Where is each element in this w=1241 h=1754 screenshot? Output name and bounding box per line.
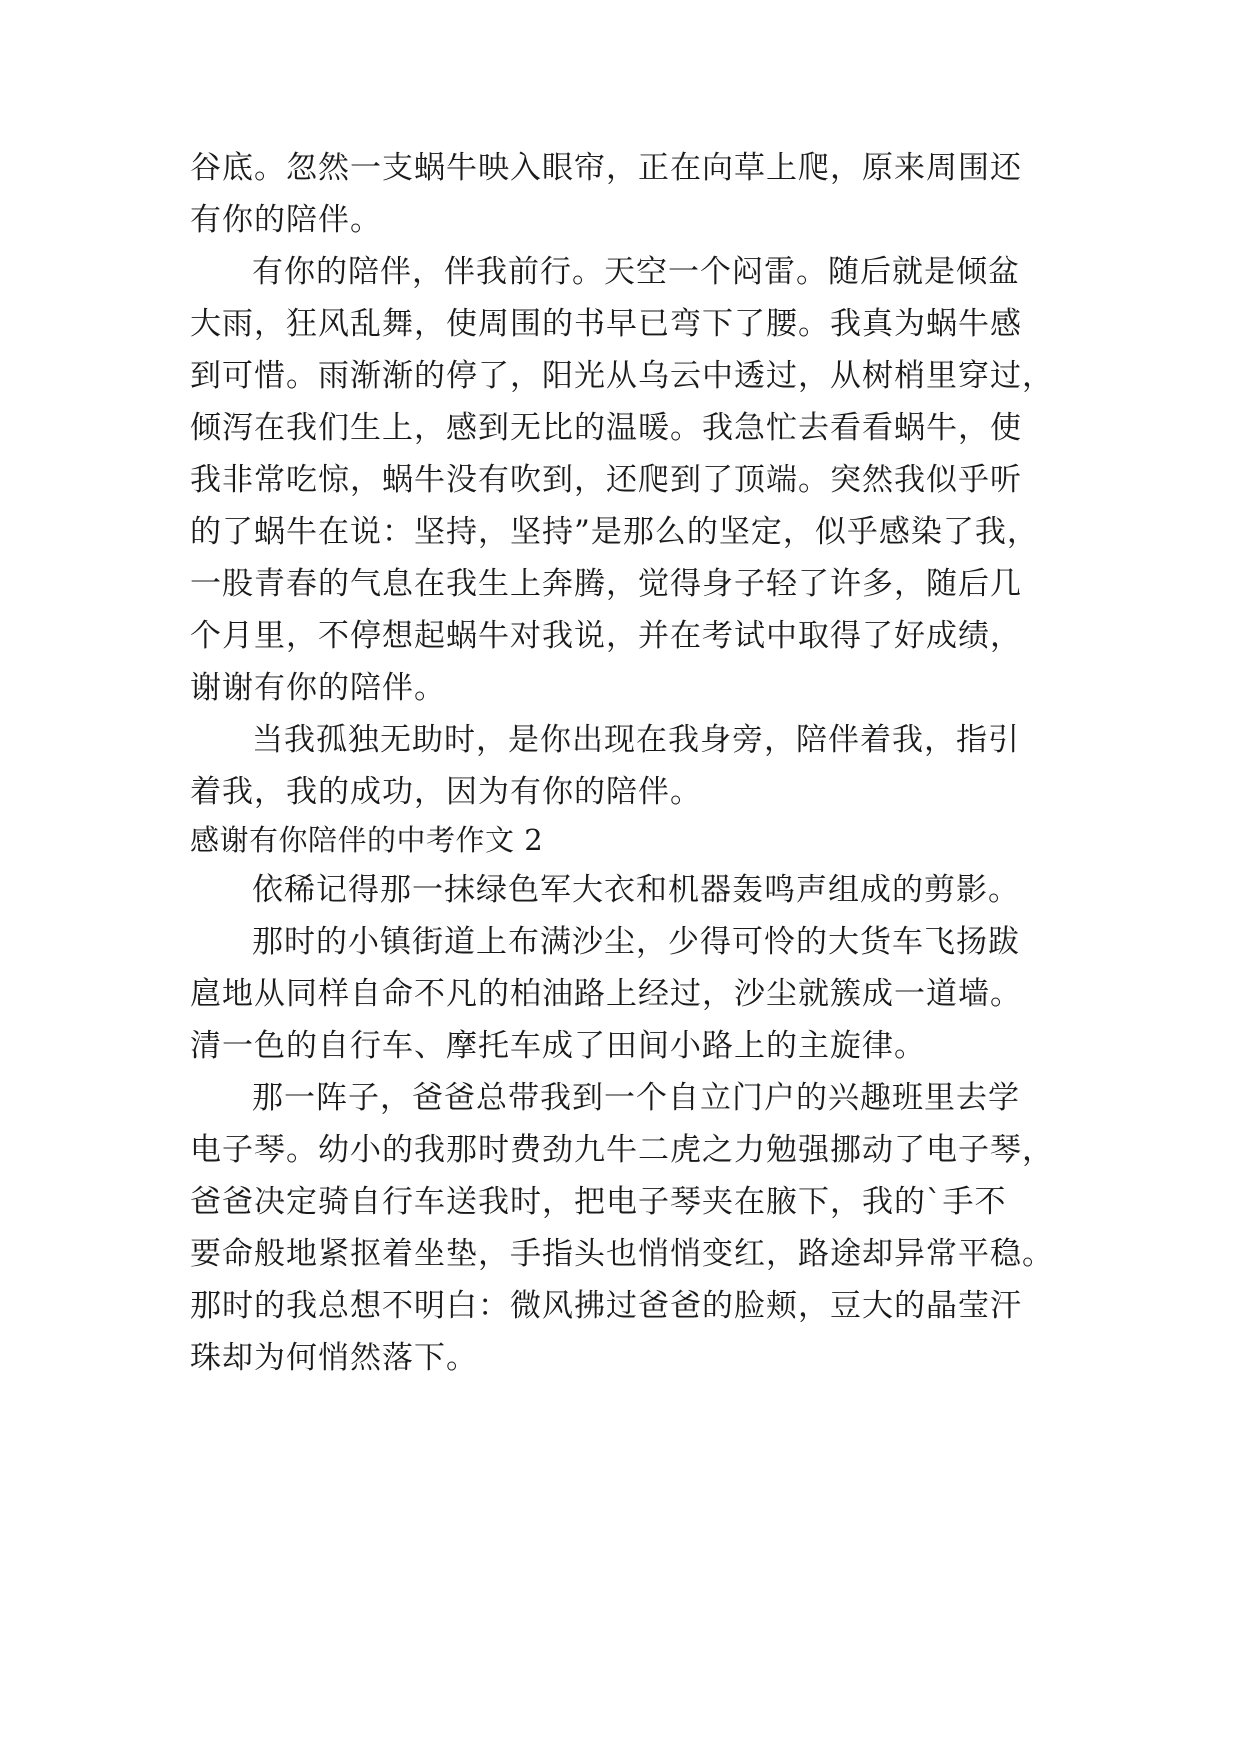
paragraph-line: 我非常吃惊，蜗牛没有吹到，还爬到了顶端。突然我似乎听 <box>190 462 1022 498</box>
paragraph-line: 要命般地紧抠着坐垫，手指头也悄悄变红，路途却异常平稳。 <box>190 1236 1054 1272</box>
paragraph-line: 个月里，不停想起蜗牛对我说，并在考试中取得了好成绩， <box>190 618 1022 654</box>
paragraph-line: 一股青春的气息在我生上奔腾，觉得身子轻了许多，随后几 <box>190 566 1022 602</box>
paragraph-line: 依稀记得那一抹绿色军大衣和机器轰鸣声组成的剪影。 <box>252 872 1020 908</box>
paragraph-line: 着我，我的成功，因为有你的陪伴。 <box>190 774 702 810</box>
paragraph-line: 那时的小镇街道上布满沙尘，少得可怜的大货车飞扬跋 <box>252 924 1020 960</box>
section-heading: 感谢有你陪伴的中考作文 2 <box>190 823 544 857</box>
paragraph-line: 的了蜗牛在说：坚持，坚持”是那么的坚定，似乎感染了我， <box>190 514 1039 550</box>
paragraph-line: 那一阵子，爸爸总带我到一个自立门户的兴趣班里去学 <box>252 1080 1020 1116</box>
paragraph-line: 当我孤独无助时，是你出现在我身旁，陪伴着我，指引 <box>252 722 1020 758</box>
paragraph-line: 谢谢有你的陪伴。 <box>190 670 446 706</box>
paragraph-line: 珠却为何悄然落下。 <box>190 1340 478 1376</box>
paragraph-line: 爸爸决定骑自行车送我时，把电子琴夹在腋下，我的`手不 <box>190 1184 1007 1220</box>
paragraph-line: 扈地从同样自命不凡的柏油路上经过，沙尘就簇成一道墙。 <box>190 976 1022 1012</box>
paragraph-line: 谷底。忽然一支蜗牛映入眼帘，正在向草上爬，原来周围还 <box>190 150 1022 186</box>
paragraph-line: 那时的我总想不明白：微风拂过爸爸的脸颊，豆大的晶莹汗 <box>190 1288 1022 1324</box>
paragraph-line: 清一色的自行车、摩托车成了田间小路上的主旋律。 <box>190 1028 926 1064</box>
paragraph-line: 到可惜。雨渐渐的停了，阳光从乌云中透过，从树梢里穿过， <box>190 358 1054 394</box>
paragraph-line: 有你的陪伴，伴我前行。天空一个闷雷。随后就是倾盆 <box>252 254 1020 290</box>
paragraph-line: 有你的陪伴。 <box>190 202 382 238</box>
paragraph-line: 倾泻在我们生上，感到无比的温暖。我急忙去看看蜗牛，使 <box>190 410 1022 446</box>
paragraph-line: 大雨，狂风乱舞，使周围的书早已弯下了腰。我真为蜗牛感 <box>190 306 1022 342</box>
paragraph-line: 电子琴。幼小的我那时费劲九牛二虎之力勉强挪动了电子琴， <box>190 1132 1054 1168</box>
